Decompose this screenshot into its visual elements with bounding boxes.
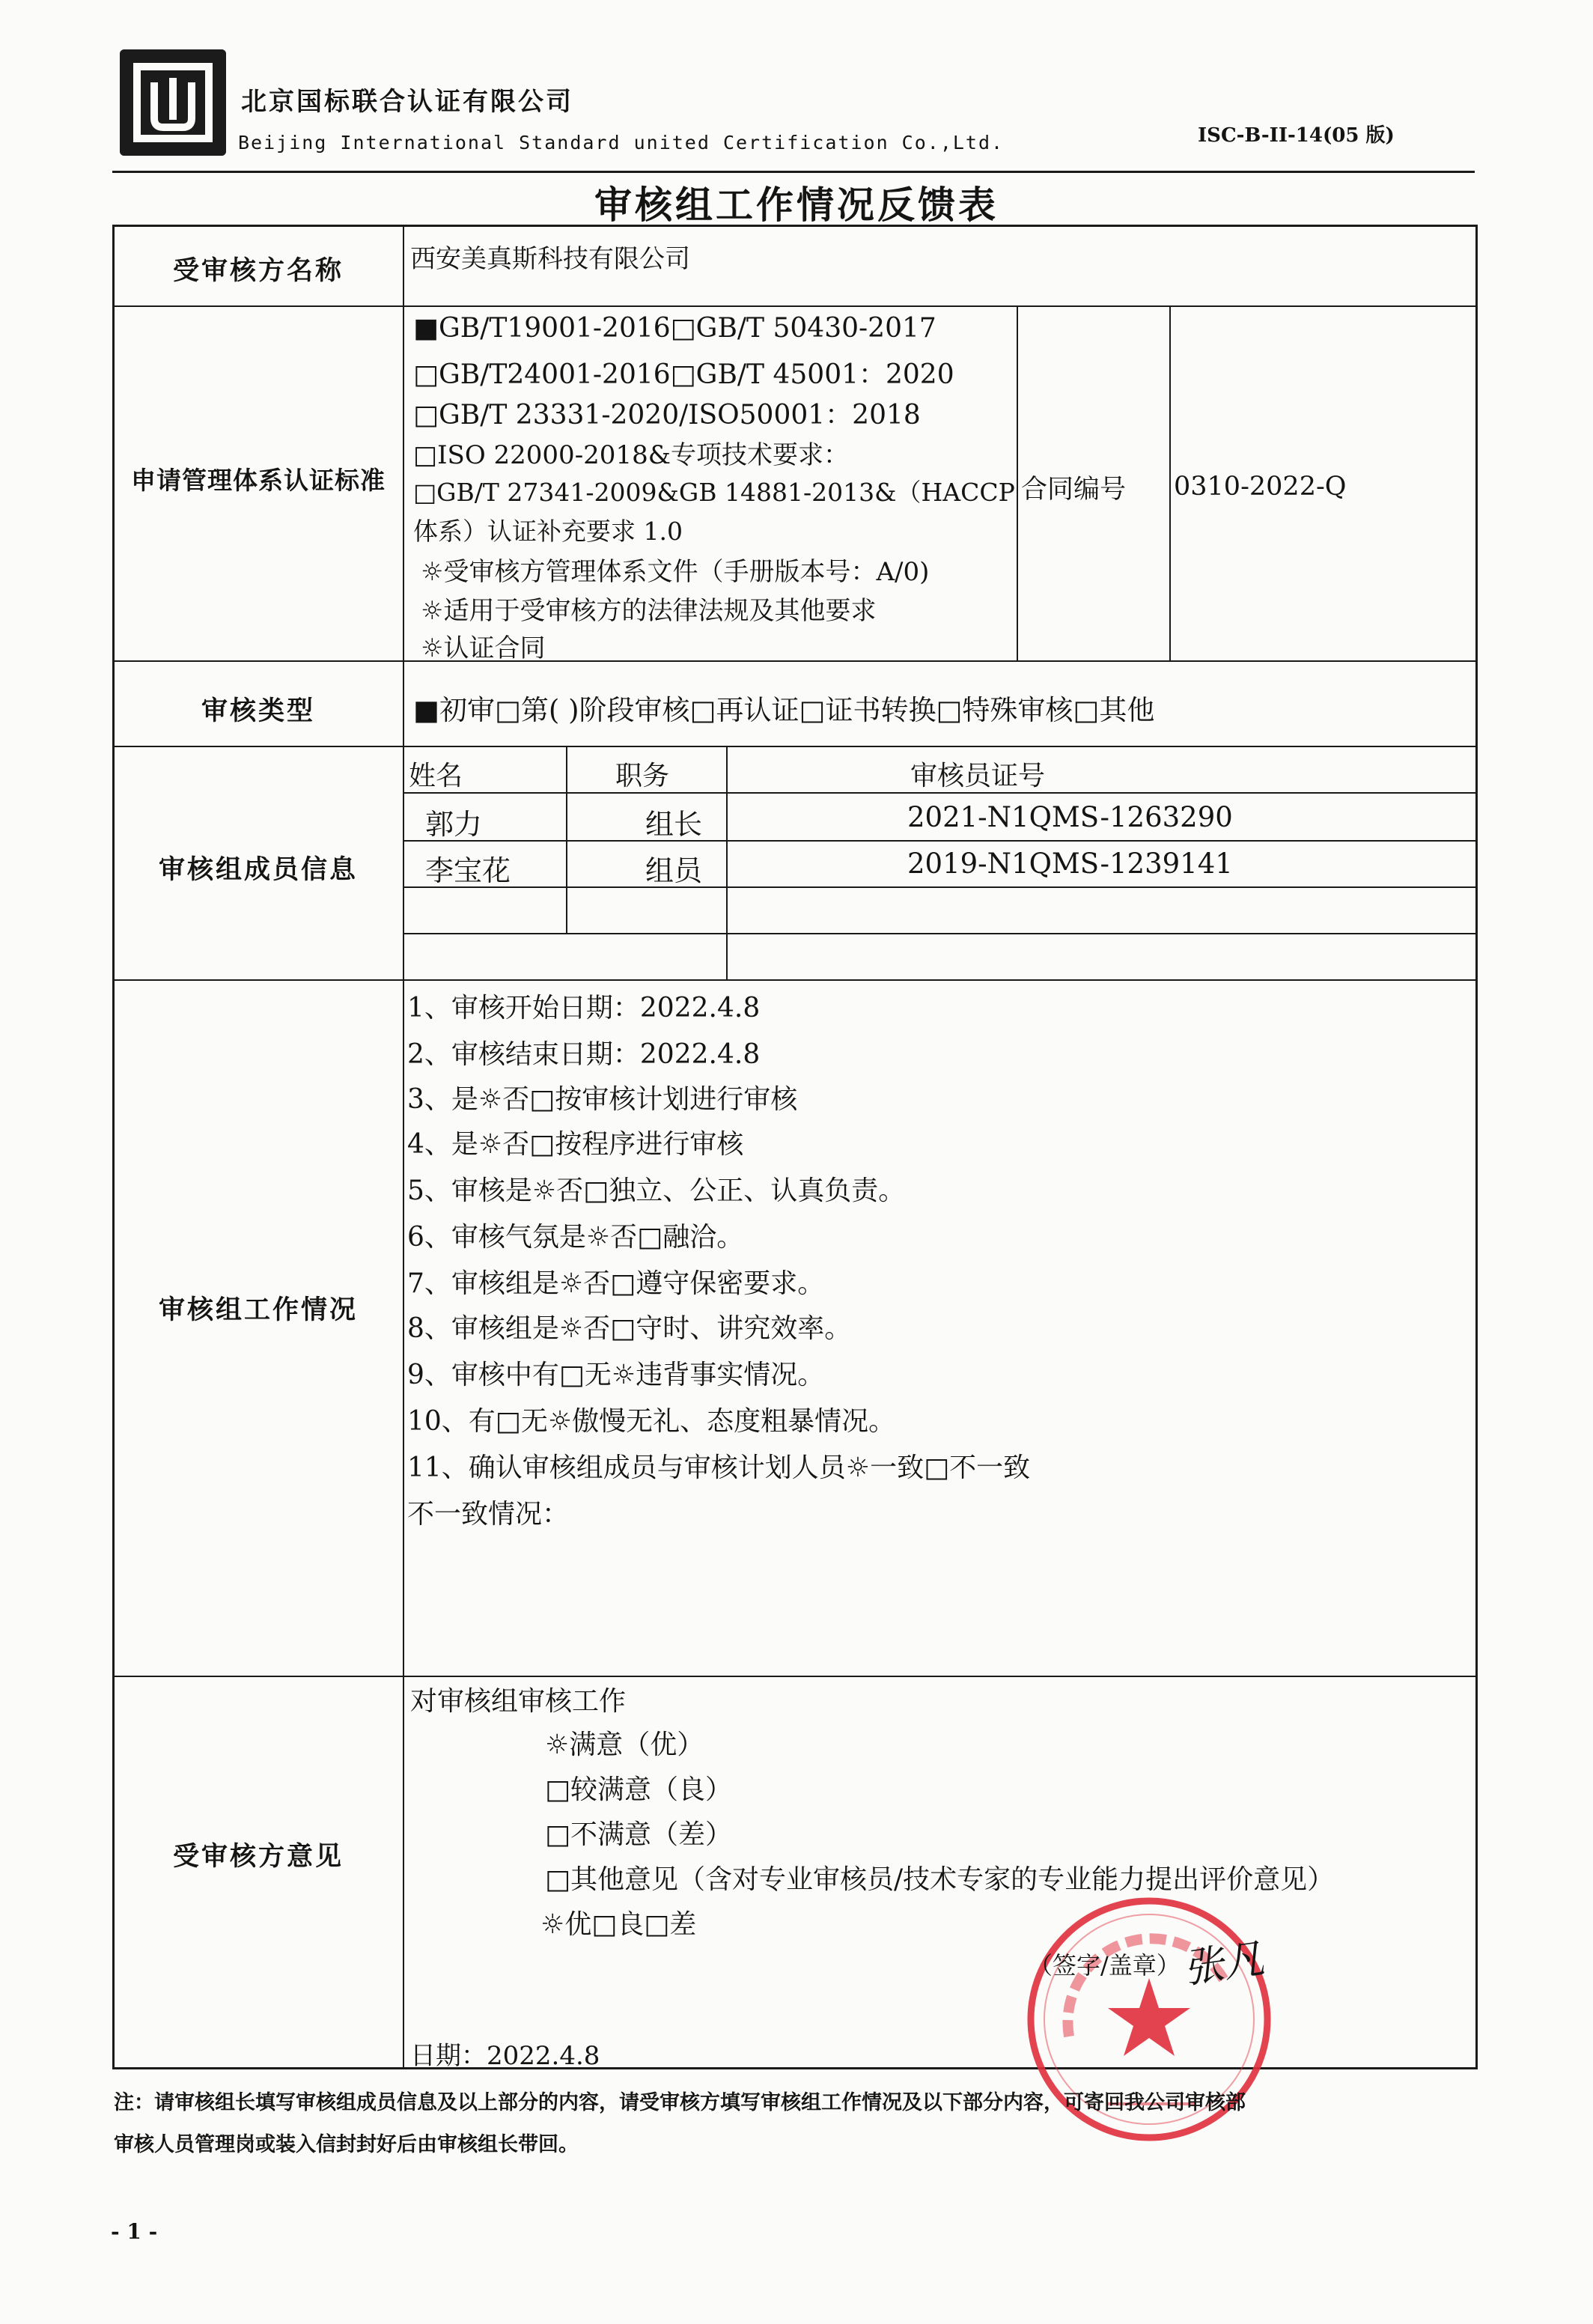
opinion-option: ☼优□良□差 (540, 1909, 697, 1940)
standard-line: □ISO 22000-2018&专项技术要求： (413, 440, 849, 470)
row-divider (112, 305, 1478, 307)
signature: 张凡 (1180, 1934, 1267, 1993)
row-divider (112, 979, 1478, 981)
contract-label: 合同编号 (1021, 475, 1127, 505)
work-item: 6、审核气氛是☼否□融洽。 (407, 1222, 744, 1253)
contract-number: 0310-2022-Q (1174, 472, 1347, 502)
company-name-en: Beijing International Standard united Certification Co.,Ltd. (238, 132, 1005, 153)
work-item: 9、审核中有□无☼违背事实情况。 (407, 1360, 825, 1390)
team-member-cert: 2019-N1QMS-1239141 (907, 848, 1233, 880)
work-label: 审核组工作情况 (158, 1295, 358, 1325)
work-item: 8、审核组是☼否□守时、讲究效率。 (407, 1313, 852, 1344)
opinion-option: □不满意（差） (545, 1819, 733, 1850)
standard-line: □GB/T 23331-2020/ISO50001：2018 (413, 400, 921, 431)
team-header-name: 姓名 (409, 761, 463, 791)
opinion-date: 日期：2022.4.8 (410, 2041, 600, 2071)
team-header-role: 职务 (615, 761, 670, 791)
opinion-label: 受审核方意见 (172, 1841, 344, 1872)
row-divider (112, 746, 1478, 747)
work-item: 4、是☼否□按程序进行审核 (407, 1129, 744, 1160)
contract-column-divider (1017, 305, 1018, 660)
opinion-option: ☼满意（优） (545, 1730, 704, 1760)
standard-line: 体系）认证补充要求 1.0 (413, 517, 683, 546)
opinion-option: □其他意见（含对专业审核员/技术专家的专业能力提出评价意见） (545, 1864, 1335, 1895)
row-divider (112, 660, 1478, 662)
auditee-label: 受审核方名称 (172, 255, 344, 286)
logo-mark-icon (120, 49, 226, 156)
team-row-divider (403, 840, 1478, 842)
sign-label: （签字/盖章） (1029, 1951, 1181, 1980)
work-item: 10、有□无☼傲慢无礼、态度粗暴情况。 (407, 1406, 896, 1437)
footer-note: 审核人员管理岗或装入信封封好后由审核组长带回。 (114, 2133, 579, 2156)
team-member-role: 组长 (645, 808, 703, 841)
team-member-name: 李宝花 (425, 854, 511, 887)
work-item: 不一致情况： (407, 1499, 570, 1530)
team-member-name: 郭力 (425, 808, 483, 841)
team-col-divider (566, 746, 567, 933)
page-number: - 1 - (111, 2219, 158, 2244)
work-item: 7、审核组是☼否□遵守保密要求。 (407, 1268, 825, 1299)
standard-line: ☼受审核方管理体系文件（手册版本号：A/0) (421, 557, 930, 587)
team-header-cert: 审核员证号 (910, 761, 1046, 791)
work-item: 1、审核开始日期：2022.4.8 (407, 993, 761, 1023)
team-row-divider (403, 886, 1478, 888)
company-name-cn: 北京国标联合认证有限公司 (241, 87, 573, 117)
form-title: 审核组工作情况反馈表 (594, 183, 999, 227)
auditee-name: 西安美真斯科技有限公司 (410, 244, 690, 274)
header-divider (112, 171, 1475, 173)
team-col-divider (726, 746, 728, 979)
team-label: 审核组成员信息 (158, 854, 358, 885)
opinion-heading: 对审核组审核工作 (410, 1686, 627, 1717)
footer-note: 注：请审核组长填写审核组成员信息及以上部分的内容，请受审核方填写审核组工作情况及以下部分内容，可寄回我公司审核部 (114, 2091, 1246, 2114)
row-divider (112, 1676, 1478, 1677)
standard-line: □GB/T 27341-2009&GB 14881-2013&（HACCP (413, 478, 1015, 507)
audit-type-label: 审核类型 (201, 696, 315, 726)
label-column-divider (403, 225, 404, 2069)
opinion-option: □较满意（良） (545, 1774, 733, 1805)
team-member-role: 组员 (645, 854, 703, 887)
standard-line: □GB/T24001-2016□GB/T 45001：2020 (413, 359, 954, 390)
work-item: 3、是☼否□按审核计划进行审核 (407, 1084, 798, 1115)
standard-line: ☼适用于受审核方的法律法规及其他要求 (421, 596, 877, 626)
team-row-divider (403, 933, 1478, 934)
contract-value-divider (1169, 305, 1171, 660)
team-member-cert: 2021-N1QMS-1263290 (907, 801, 1233, 833)
work-item: 5、审核是☼否□独立、公正、认真负责。 (407, 1175, 906, 1206)
work-item: 2、审核结束日期：2022.4.8 (407, 1039, 761, 1070)
standard-line: ■GB/T19001-2016□GB/T 50430-2017 (413, 313, 936, 344)
document-code: ISC-B-II-14(05 版) (1198, 124, 1395, 147)
work-item: 11、确认审核组成员与审核计划人员☼一致□不一致 (407, 1452, 1031, 1483)
standard-line: ☼认证合同 (421, 633, 546, 663)
company-logo (120, 49, 226, 156)
standards-label: 申请管理体系认证标准 (131, 466, 386, 495)
audit-type-options: ■初审□第( )阶段审核□再认证□证书转换□特殊审核□其他 (413, 694, 1155, 726)
